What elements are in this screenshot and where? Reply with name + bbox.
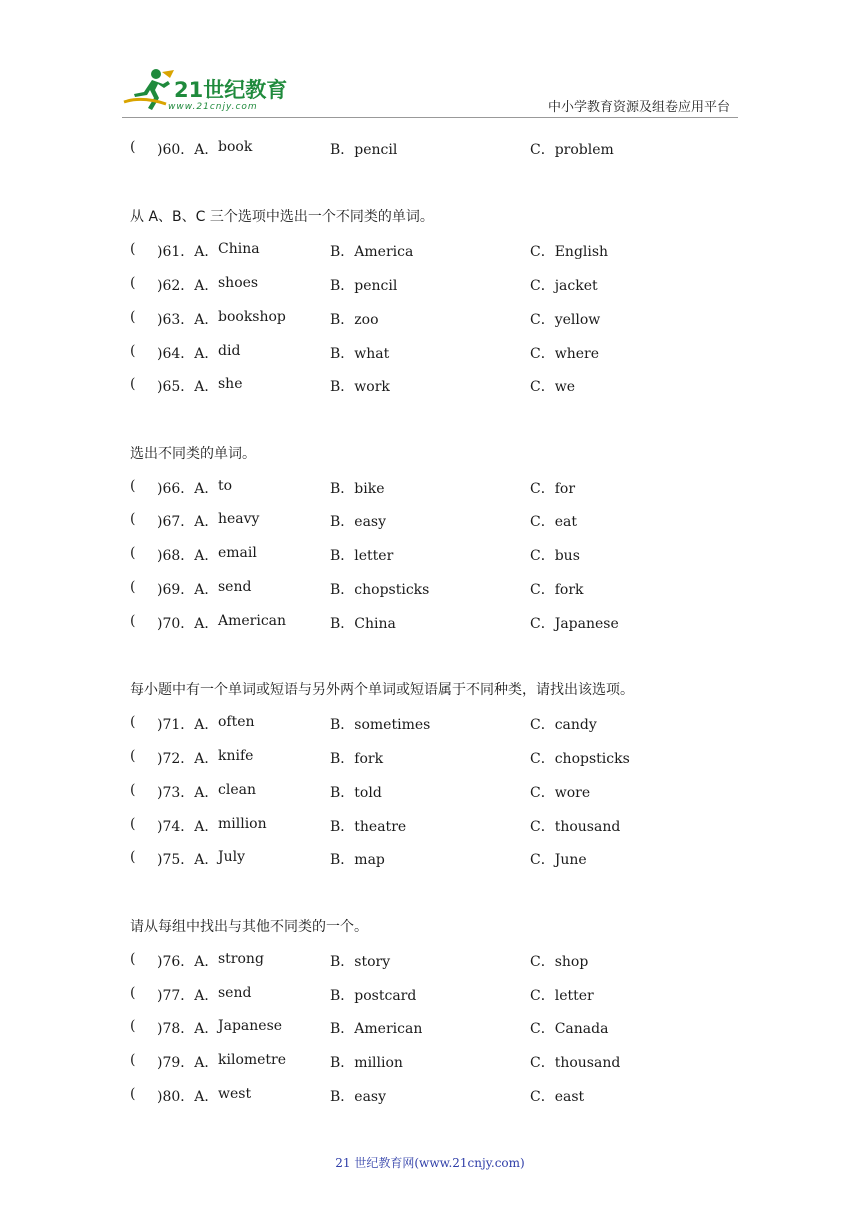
- option-c: C．where: [530, 346, 599, 362]
- answer-blank[interactable]: (: [130, 309, 136, 325]
- answer-blank[interactable]: (: [130, 782, 136, 798]
- answer-blank[interactable]: (: [130, 748, 136, 764]
- platform-tagline: 中小学教育资源及组卷应用平台: [547, 100, 730, 115]
- question-number: )66．A．: [157, 481, 219, 497]
- answer-blank[interactable]: (: [130, 613, 136, 629]
- option-c: C．we: [530, 379, 575, 395]
- question-number: )74．A．: [157, 819, 219, 835]
- answer-blank[interactable]: (: [130, 1052, 136, 1068]
- answer-blank[interactable]: (: [130, 985, 136, 1001]
- option-c: C．wore: [530, 785, 591, 801]
- option-a: she: [218, 376, 243, 392]
- question-number: )78．A．: [157, 1021, 219, 1037]
- option-b: B．map: [330, 852, 385, 868]
- section-instruction: 选出不同类的单词。: [130, 446, 256, 462]
- option-a: million: [218, 816, 267, 832]
- question-number: )76．A．: [157, 954, 219, 970]
- question-row: [130, 545, 750, 565]
- question-number: )64．A．: [157, 346, 219, 362]
- option-b: B．million: [330, 1055, 403, 1071]
- question-row: [130, 748, 750, 768]
- option-b: B．America: [330, 244, 414, 260]
- question-number: )60．A．: [157, 142, 219, 158]
- answer-blank[interactable]: (: [130, 579, 136, 595]
- option-c: C．thousand: [530, 1055, 621, 1071]
- question-number: )73．A．: [157, 785, 219, 801]
- question-row: [130, 951, 750, 971]
- answer-blank[interactable]: (: [130, 951, 136, 967]
- option-a: China: [218, 241, 260, 257]
- option-c: C．thousand: [530, 819, 621, 835]
- answer-blank[interactable]: (: [130, 511, 136, 527]
- option-b: B．China: [330, 616, 396, 632]
- option-a: did: [218, 343, 241, 359]
- option-b: B．pencil: [330, 278, 398, 294]
- option-b: B．easy: [330, 1089, 387, 1105]
- answer-blank[interactable]: (: [130, 478, 136, 494]
- option-c: C．Canada: [530, 1021, 609, 1037]
- question-number: )75．A．: [157, 852, 219, 868]
- question-number: )65．A．: [157, 379, 219, 395]
- option-b: B．pencil: [330, 142, 398, 158]
- header-divider: [122, 117, 738, 118]
- answer-blank[interactable]: (: [130, 816, 136, 832]
- option-b: B．what: [330, 346, 390, 362]
- option-a: west: [218, 1086, 252, 1102]
- answer-blank[interactable]: (: [130, 343, 136, 359]
- option-a: knife: [218, 748, 254, 764]
- question-number: )62．A．: [157, 278, 219, 294]
- option-a: to: [218, 478, 233, 494]
- question-number: )61．A．: [157, 244, 219, 260]
- option-a: shoes: [218, 275, 259, 291]
- question-number: )80．A．: [157, 1089, 219, 1105]
- option-b: B．letter: [330, 548, 394, 564]
- answer-blank[interactable]: (: [130, 849, 136, 865]
- question-row: [130, 1086, 750, 1106]
- question-row: [130, 139, 750, 159]
- option-c: C．yellow: [530, 312, 601, 328]
- question-row: [130, 782, 750, 802]
- option-b: B．story: [330, 954, 391, 970]
- option-b: B．theatre: [330, 819, 407, 835]
- option-b: B．zoo: [330, 312, 379, 328]
- option-b: B．work: [330, 379, 390, 395]
- option-c: C．shop: [530, 954, 589, 970]
- option-b: B．sometimes: [330, 717, 431, 733]
- option-a: clean: [218, 782, 256, 798]
- section-instruction: 从 A、B、C 三个选项中选出一个不同类的单词。: [130, 209, 434, 225]
- option-c: C．chopsticks: [530, 751, 630, 767]
- answer-blank[interactable]: (: [130, 714, 136, 730]
- answer-blank[interactable]: (: [130, 241, 136, 257]
- option-a: heavy: [218, 511, 260, 527]
- option-c: C．letter: [530, 988, 594, 1004]
- option-c: C．candy: [530, 717, 597, 733]
- section-instruction: 请从每组中找出与其他不同类的一个。: [130, 919, 368, 935]
- question-number: )72．A．: [157, 751, 219, 767]
- question-row: [130, 1018, 750, 1038]
- site-logo: [122, 66, 292, 116]
- option-b: B．bike: [330, 481, 385, 497]
- option-a: kilometre: [218, 1052, 287, 1068]
- logo-wordmark: 21世纪教育: [174, 78, 288, 102]
- answer-blank[interactable]: (: [130, 1018, 136, 1034]
- question-row: [130, 1052, 750, 1072]
- option-a: Japanese: [218, 1018, 283, 1034]
- option-c: C．east: [530, 1089, 585, 1105]
- question-number: )67．A．: [157, 514, 219, 530]
- question-number: )69．A．: [157, 582, 219, 598]
- section-instruction: 每小题中有一个单词或短语与另外两个单词或短语属于不同种类，请找出该选项。: [130, 682, 634, 698]
- question-row: [130, 309, 750, 329]
- option-c: C．jacket: [530, 278, 598, 294]
- question-row: [130, 985, 750, 1005]
- question-row: [130, 343, 750, 363]
- option-c: C．fork: [530, 582, 584, 598]
- question-row: [130, 478, 750, 498]
- question-number: )63．A．: [157, 312, 219, 328]
- question-number: )68．A．: [157, 548, 219, 564]
- option-a: bookshop: [218, 309, 286, 325]
- option-a: email: [218, 545, 257, 561]
- option-b: B．fork: [330, 751, 384, 767]
- question-row: [130, 849, 750, 869]
- option-a: often: [218, 714, 255, 730]
- option-a: strong: [218, 951, 264, 967]
- option-b: B．easy: [330, 514, 387, 530]
- option-b: B．American: [330, 1021, 423, 1037]
- question-row: [130, 275, 750, 295]
- option-c: C．problem: [530, 142, 614, 158]
- logo-url: www.21cnjy.com: [168, 102, 258, 112]
- question-row: [130, 241, 750, 261]
- option-a: book: [218, 139, 253, 155]
- page-footer: 21 世纪教育网(www.21cnjy.com): [335, 1156, 525, 1170]
- answer-blank[interactable]: (: [130, 545, 136, 561]
- answer-blank[interactable]: (: [130, 275, 136, 291]
- option-b: B．postcard: [330, 988, 417, 1004]
- option-a: send: [218, 579, 252, 595]
- question-row: [130, 376, 750, 396]
- answer-blank[interactable]: (: [130, 1086, 136, 1102]
- option-c: C．eat: [530, 514, 577, 530]
- option-a: July: [218, 849, 246, 865]
- option-c: C．June: [530, 852, 587, 868]
- answer-blank[interactable]: (: [130, 376, 136, 392]
- option-b: B．chopsticks: [330, 582, 430, 598]
- option-c: C．English: [530, 244, 609, 260]
- option-a: American: [218, 613, 287, 629]
- answer-blank[interactable]: (: [130, 139, 136, 155]
- question-number: )70．A．: [157, 616, 219, 632]
- option-c: C．for: [530, 481, 576, 497]
- question-row: [130, 816, 750, 836]
- question-row: [130, 714, 750, 734]
- page-header: [0, 0, 860, 118]
- question-row: [130, 579, 750, 599]
- question-number: )77．A．: [157, 988, 219, 1004]
- question-row: [130, 511, 750, 531]
- question-row: [130, 613, 750, 633]
- option-a: send: [218, 985, 252, 1001]
- option-c: C．bus: [530, 548, 580, 564]
- question-number: )71．A．: [157, 717, 219, 733]
- option-b: B．told: [330, 785, 382, 801]
- question-number: )79．A．: [157, 1055, 219, 1071]
- option-c: C．Japanese: [530, 616, 619, 632]
